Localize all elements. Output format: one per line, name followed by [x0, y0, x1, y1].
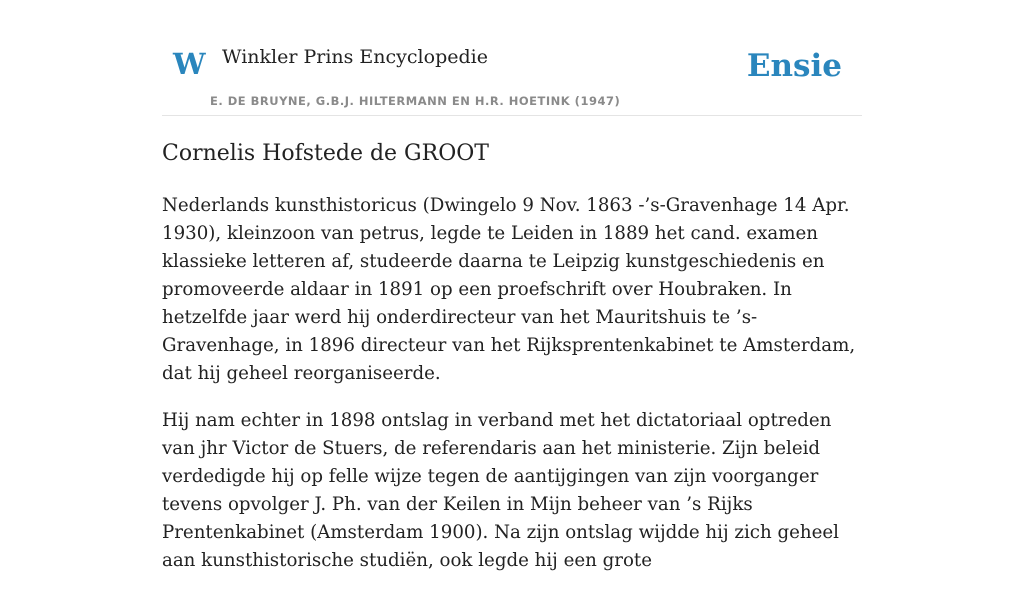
article-paragraph: Hij nam echter in 1898 ontslag in verband met het dictatoriaal optreden van jhr Victor de Stuers, de referendaris aan het ministerie. Zijn beleid verdedigde hij op felle wijze tegen de aantijgingen van zijn voorganger tevens opvolger J. Ph. van der Keilen in Mijn beheer van ’s Rijks Prentenkabinet (Amsterdam 1900). Na zijn ontslag wijdde hij zich geheel aan kunsthistorische studiën, ook legde hij een grote: [162, 410, 839, 571]
site-authors: E. DE BRUYNE, G.B.J. HILTERMANN EN H.R. HOETINK (1947): [210, 94, 621, 108]
ensie-brand-link[interactable]: Ensie: [746, 48, 842, 84]
site-header: [162, 0, 862, 116]
article-body: [162, 192, 868, 594]
article-paragraph: Nederlands kunsthistoricus (Dwingelo 9 Nov. 1863 -’s-Gravenhage 14 Apr. 1930), kleinzoon van petrus, legde te Leiden in 1889 het cand. examen klassieke letteren af, studeerde daarna te Leipzig kunstgeschiedenis en promoveerde aldaar in 1891 op een proefschrift over Houbraken. In hetzelfde jaar werd hij onderdirecteur van het Mauritshuis te ’s-Gravenhage, in 1896 directeur van het Rijksprentenkabinet te Amsterdam, dat hij geheel reorganiseerde.: [162, 195, 856, 384]
site-title[interactable]: Winkler Prins Encyclopedie: [222, 46, 488, 68]
article-title: Cornelis Hofstede de GROOT: [162, 141, 489, 166]
content-container: [162, 0, 862, 571]
winkler-prins-logo-icon[interactable]: W: [173, 47, 206, 81]
